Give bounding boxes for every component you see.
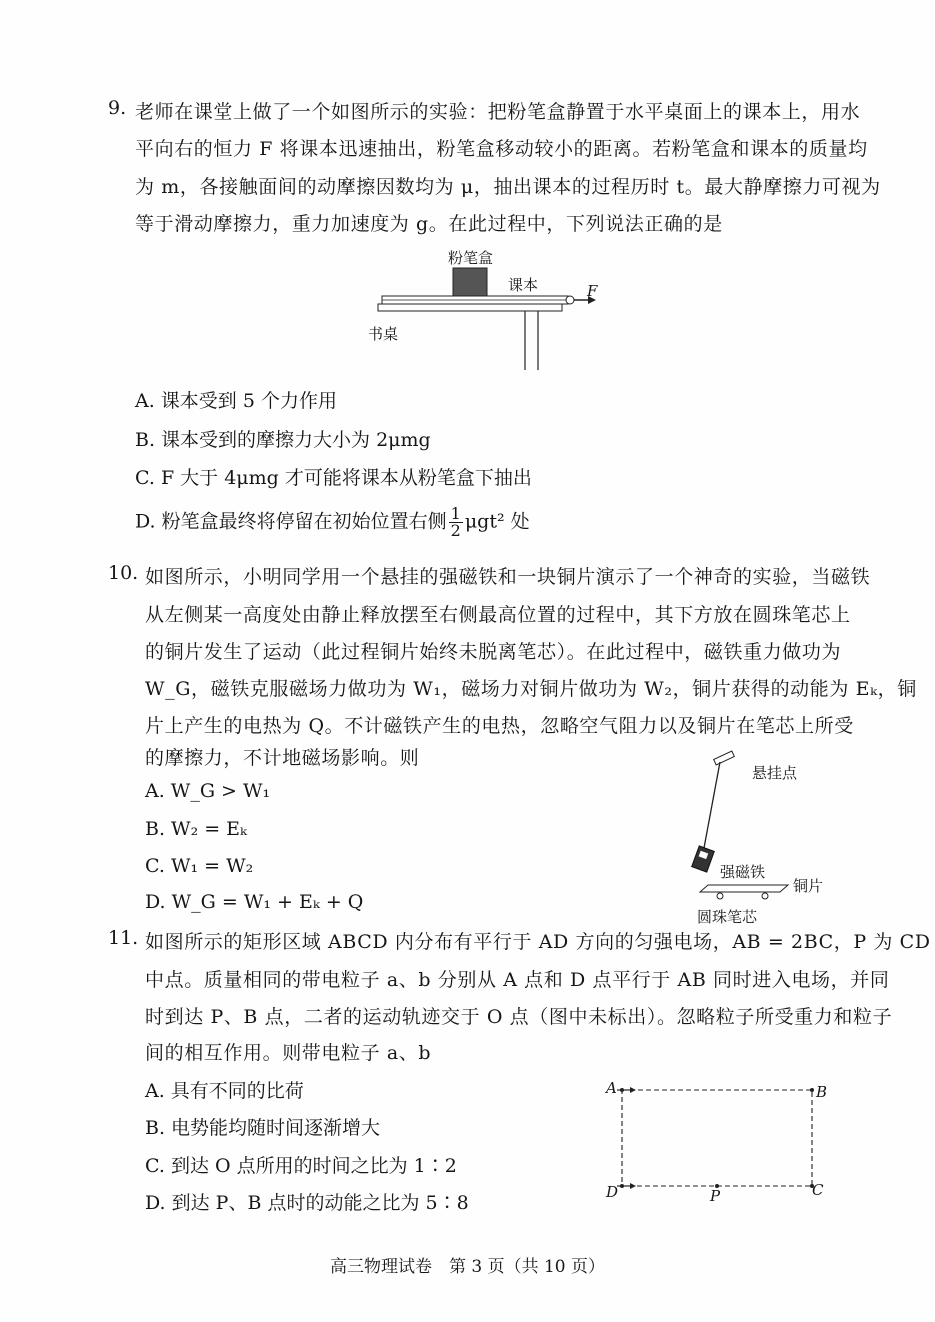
point-c-label: C	[812, 1181, 824, 1199]
q9-option-d-suffix: μgt² 处	[464, 510, 530, 533]
question-10-number: 10.	[108, 562, 139, 584]
question-11-line-3: 时到达 P、B 点，二者的运动轨迹交于 O 点（图中未标出）。忽略粒子所受重力和粒子	[145, 1006, 893, 1028]
q9-option-a: A. 课本受到 5 个力作用	[135, 390, 337, 412]
question-11-line-2: 中点。质量相同的带电粒子 a、b 分别从 A 点和 D 点平行于 AB 同时进入电场，并同	[145, 969, 890, 991]
question-10-line-4: W_G，磁铁克服磁场力做功为 W₁，磁场力对铜片做功为 W₂，铜片获得的动能为 Eₖ，铜	[145, 678, 917, 700]
q9-option-b: B. 课本受到的摩擦力大小为 2μmg	[135, 429, 431, 451]
point-d-label: D	[606, 1183, 619, 1201]
book-label: 课本	[508, 276, 539, 294]
question-10-line-1: 如图所示，小明同学用一个悬挂的强磁铁和一块铜片演示了一个神奇的实验，当磁铁	[145, 566, 871, 588]
question-9-line-4: 等于滑动摩擦力，重力加速度为 g。在此过程中，下列说法正确的是	[135, 213, 723, 235]
copper-label: 铜片	[793, 877, 824, 895]
copper-plate-shape	[700, 885, 788, 892]
q10-option-c: C. W₁ = W₂	[145, 855, 254, 877]
question-10-line-3: 的铜片发生了运动（此过程铜片始终未脱离笔芯）。在此过程中，磁铁重力做功为	[145, 641, 842, 663]
rectangle-abcd-shape	[622, 1090, 812, 1186]
pivot-label: 悬挂点	[752, 764, 798, 782]
q10-option-d: D. W_G = W₁ + Eₖ + Q	[145, 891, 364, 913]
pivot-bar-shape	[714, 751, 735, 765]
magnet-label: 强磁铁	[720, 863, 766, 881]
question-10-line-5: 片上产生的电热为 Q。不计磁铁产生的电热，忽略空气阻力以及铜片在笔芯上所受	[145, 715, 854, 737]
question-10-line-2: 从左侧某一高度处由静止释放摆至右侧最高位置的过程中，其下方放在圆珠笔芯上	[145, 604, 851, 626]
q11-option-a: A. 具有不同的比荷	[145, 1080, 304, 1102]
question-9-line-3: 为 m，各接触面间的动摩擦因数均为 μ，抽出课本的过程历时 t。最大静摩擦力可视为	[135, 176, 881, 198]
chalk-box-shape	[453, 268, 487, 296]
fraction-numerator: 1	[450, 504, 461, 523]
chalk-box-label: 粉笔盒	[448, 249, 494, 267]
q9-option-d-prefix: D. 粉笔盒最终将停留在初始位置右侧	[135, 510, 447, 533]
desk-top-shape	[378, 304, 562, 311]
desk-label: 书桌	[368, 325, 399, 343]
page-footer: 高三物理试卷 第 3 页（共 10 页）	[329, 1257, 606, 1277]
point-b-label: B	[816, 1083, 828, 1101]
fraction-one-half	[449, 506, 463, 539]
question-11-line-4: 间的相互作用。则带电粒子 a、b	[145, 1042, 432, 1064]
q11-option-d: D. 到达 P、B 点时的动能之比为 5∶8	[145, 1192, 469, 1214]
question-9-line-1: 老师在课堂上做了一个如图所示的实验：把粉笔盒静置于水平桌面上的课本上，用水	[135, 101, 861, 123]
q9-option-c: C. F 大于 4μmg 才可能将课本从粉笔盒下抽出	[135, 467, 532, 489]
point-a-label: A	[606, 1079, 617, 1097]
pen-refill-label: 圆珠笔芯	[697, 908, 758, 926]
q11-option-c: C. 到达 O 点所用的时间之比为 1∶2	[145, 1155, 457, 1177]
point-p-label: P	[710, 1187, 721, 1205]
question-9-number: 9.	[108, 97, 127, 119]
q10-option-b: B. W₂ = Eₖ	[145, 818, 247, 840]
q11-option-b: B. 电势能均随时间逐渐增大	[145, 1117, 381, 1139]
question-10-line-6: 的摩擦力，不计地磁场影响。则	[145, 747, 420, 769]
question-11-line-1: 如图所示的矩形区域 ABCD 内分布有平行于 AD 方向的匀强电场，AB = 2BC，P 为 CD	[145, 931, 931, 953]
magnet-shape	[692, 846, 715, 872]
q9-option-d	[135, 506, 530, 539]
question-9-line-2: 平向右的恒力 F 将课本迅速抽出，粉笔盒移动较小的距离。若粉笔盒和课本的质量均	[135, 138, 868, 160]
force-label: F	[587, 282, 598, 300]
fraction-denominator: 2	[450, 521, 461, 540]
question-11-number: 11.	[108, 927, 139, 949]
q10-option-a: A. W_G > W₁	[145, 780, 271, 802]
q11-figure	[600, 1075, 840, 1205]
